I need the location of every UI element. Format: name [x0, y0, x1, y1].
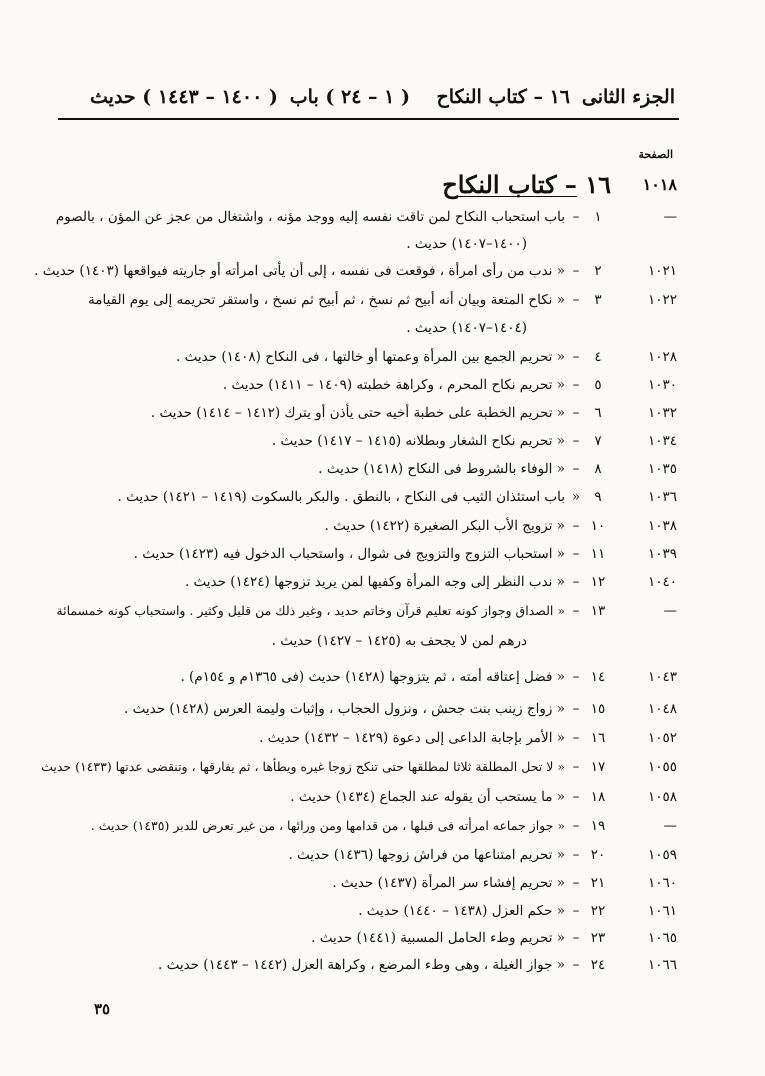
entry-page: ١٠٢٨: [647, 349, 677, 365]
entry-page: ١٠٣٩: [647, 546, 677, 562]
entry-title: (١٤٠٤–١٤٠٧) حديث .: [406, 320, 527, 336]
entry-number: ١٣: [590, 603, 606, 619]
entry-separator: –: [572, 518, 580, 534]
entry-separator: –: [572, 930, 580, 946]
entry-title: « تحريم امتناعها من فراش زوجها (١٤٣٦) حديث .: [288, 847, 565, 863]
list-item: [56, 665, 677, 689]
entry-separator: –: [572, 349, 580, 365]
entry-number: ٥: [594, 377, 602, 393]
entry-separator: –: [572, 433, 580, 449]
list-item-continuation: [56, 232, 677, 256]
entry-page: ١٠٢١: [647, 263, 677, 279]
entry-number: ٩: [594, 489, 602, 505]
entry-separator: –: [572, 903, 580, 919]
list-item-continuation: [56, 316, 677, 340]
book-title-page: ١٠١٨: [642, 174, 677, 194]
entry-number: ٢٤: [590, 957, 606, 973]
entry-title: « حكم العزل (١٤٣٨ – ١٤٤٠) حديث .: [358, 903, 565, 919]
list-item: [56, 570, 677, 594]
entry-page: ١٠٢٢: [647, 292, 677, 308]
list-item: [56, 726, 677, 750]
list-item: [56, 785, 677, 809]
entry-separator: –: [572, 789, 580, 805]
entry-title: « زواج زينب بنت جحش ، ونزول الحجاب ، وإثبات وليمة العرس (١٤٢٨) حديث .: [124, 701, 565, 717]
entry-number: ١٨: [590, 789, 606, 805]
entry-separator: –: [572, 405, 580, 421]
entry-number: ١٩: [590, 818, 606, 834]
entry-page: ١٠٤٣: [647, 669, 677, 685]
list-item: [56, 953, 677, 977]
list-item: [56, 205, 677, 229]
book-title-underline: [455, 196, 577, 197]
entry-page: ١٠٣٦: [647, 489, 677, 505]
entry-title: « استحباب التزوج والتزويج فى شوال ، واستحباب الدخول فيه (١٤٢٣) حديث .: [133, 546, 565, 562]
entry-number: ٢٣: [590, 930, 606, 946]
entry-separator: –: [572, 292, 580, 308]
entry-number: ١٤: [590, 669, 606, 685]
list-item: [56, 514, 677, 538]
entry-title: « جواز الغيلة ، وهى وطء المرضع ، وكراهة العزل (١٤٤٢ – ١٤٤٣) حديث .: [157, 957, 565, 973]
entry-number: ٨: [594, 461, 602, 477]
list-item-continuation: [56, 629, 677, 653]
entry-separator: –: [572, 546, 580, 562]
entry-title: « تحريم نكاح الشغار وبطلانه (١٤١٥ – ١٤١٧) حديث .: [271, 433, 565, 449]
entry-number: ٤: [594, 349, 602, 365]
list-item: [56, 599, 677, 623]
entry-separator: –: [572, 701, 580, 717]
entry-separator: –: [572, 603, 580, 619]
entry-separator: –: [572, 818, 580, 834]
entry-number: ١٠: [590, 518, 606, 534]
entry-title: درهم لمن لا يجحف به (١٤٢٥ – ١٤٢٧) حديث .: [271, 633, 527, 649]
entry-page: —: [663, 818, 677, 834]
entry-page: ١٠٦٦: [647, 957, 677, 973]
list-item: [56, 401, 677, 425]
entry-title: باب استئذان الثيب فى النكاح ، بالنطق . والبكر بالسكوت (١٤١٩ – ١٤٢١) حديث .: [117, 489, 565, 505]
entry-title: « تحريم الجمع بين المرأة وعمتها أو خالتها ، فى النكاح (١٤٠٨) حديث .: [176, 349, 565, 365]
entry-number: ٧: [594, 433, 602, 449]
entry-title: « فضل إعتاقه أمته ، ثم يتزوجها (١٤٢٨) حديث (فى ١٣٦٥م و ١٥٤م) .: [180, 669, 565, 685]
entry-number: ١٦: [590, 730, 606, 746]
entry-title: « ندب النظر إلى وجه المرأة وكفيها لمن يريد تزوجها (١٤٢٤) حديث .: [184, 574, 565, 590]
header-part: الجزء الثانى: [581, 86, 675, 108]
entry-title: « جواز جماعه امرأته فى قبلها ، من قدامها ومن ورائها ، من غير تعرض للدبر (١٤٣٥) حديث .: [90, 818, 565, 833]
entry-separator: –: [572, 730, 580, 746]
entry-separator: –: [572, 759, 580, 775]
entry-title: « الأمر بإجابة الداعى إلى دعوة (١٤٢٩ – ١٤٣٢) حديث .: [259, 730, 565, 746]
list-item: [34, 259, 677, 283]
entry-title: (١٤٠٠–١٤٠٧) حديث .: [406, 236, 527, 252]
list-item: [56, 814, 677, 838]
entry-separator: –: [572, 377, 580, 393]
entry-page: ١٠٦٠: [647, 875, 677, 891]
entry-separator: –: [572, 263, 580, 279]
list-item: [56, 697, 677, 721]
entry-separator: –: [572, 574, 580, 590]
entry-number: ١٢: [590, 574, 606, 590]
book-title: ١٦ – كتاب النكاح: [442, 169, 611, 199]
list-item: [56, 542, 677, 566]
entry-title: « تحريم الخطبة على خطبة أخيه حتى يأذن أو يترك (١٤١٢ – ١٤١٤) حديث .: [150, 405, 565, 421]
entry-title: باب استحباب النكاح لمن تاقت نفسه إليه ووجد مؤنه ، واشتغال من عجز عن المؤن ، بالصوم: [55, 209, 565, 225]
entry-title: « تحريم نكاح المحرم ، وكراهة خطبته (١٤٠٩ – ١٤١١) حديث .: [222, 377, 565, 393]
list-item: [56, 843, 677, 867]
list-item: [41, 755, 677, 779]
entry-page: ١٠٥٥: [647, 759, 677, 775]
entry-separator: –: [572, 669, 580, 685]
header-hadith-range: ( ١٤٠٠ – ١٤٤٣ ) حديث: [90, 86, 278, 108]
list-item: [56, 288, 677, 312]
entry-number: ١١: [590, 546, 606, 562]
entry-number: ٢: [594, 263, 602, 279]
entry-page: ١٠٤٨: [647, 701, 677, 717]
entry-number: ٣: [594, 292, 602, 308]
entry-title: « الصداق وجواز كونه تعليم قرآن وخاتم حديد ، وغير ذلك من قليل وكثير . واستحباب كونه خمسمائة: [56, 603, 565, 618]
entry-title: « لا تحل المطلقة ثلاثا لمطلقها حتى تنكح زوجا غيره ويطأها ، ثم يفارقها ، وتنقضى عدتها (١٤٣٣) حديث: [41, 759, 565, 774]
entry-page: ١٠٥٨: [647, 789, 677, 805]
header-book: ١٦ – كتاب النكاح: [436, 86, 571, 108]
entry-number: ٢٠: [590, 847, 606, 863]
header-book-ref: [290, 86, 570, 108]
entry-page: ١٠٣٥: [647, 461, 677, 477]
list-item: [56, 926, 677, 950]
entry-separator: –: [572, 461, 580, 477]
page-column-label: الصفحة: [638, 148, 673, 161]
entry-page: ١٠٦١: [647, 903, 677, 919]
entry-page: ١٠٣٨: [647, 518, 677, 534]
list-item: [56, 429, 677, 453]
entry-number: ١: [594, 209, 602, 225]
entry-number: ١٥: [590, 701, 606, 717]
entry-page: ١٠٦٥: [647, 930, 677, 946]
entry-title: « الوفاء بالشروط فى النكاح (١٤١٨) حديث .: [318, 461, 565, 477]
list-item: [56, 485, 677, 509]
entry-page: ١٠٣٤: [647, 433, 677, 449]
running-header: [90, 80, 675, 114]
entry-separator: –: [572, 875, 580, 891]
entry-number: ٦: [594, 405, 602, 421]
header-rule: [58, 118, 679, 120]
entry-title: « تحريم وطء الحامل المسبية (١٤٤١) حديث .: [311, 930, 565, 946]
entry-page: —: [663, 603, 677, 619]
entry-title: « تزويج الأب البكر الصغيرة (١٤٢٢) حديث .: [324, 518, 565, 534]
entry-title: « تحريم إفشاء سر المرأة (١٤٣٧) حديث .: [332, 875, 565, 891]
entry-page: ١٠٥٩: [647, 847, 677, 863]
entry-separator: –: [572, 957, 580, 973]
list-item: [56, 373, 677, 397]
page-number: ٣٥: [94, 1000, 111, 1018]
entry-title: « نكاح المتعة وبيان أنه أبيح ثم نسخ ، ثم أبيح ثم نسخ ، واستقر تحريمه إلى يوم القيامة: [88, 292, 565, 308]
list-item: [56, 899, 677, 923]
entry-number: ٢١: [590, 875, 606, 891]
entry-title: « ندب من رأى امرأة ، فوقعت فى نفسه ، إلى أن يأتى امرأته أو جاريته فيواقعها (١٤٠٣) حديث .: [34, 263, 565, 279]
entry-separator: –: [572, 847, 580, 863]
entry-page: ١٠٤٠: [647, 574, 677, 590]
list-item: [56, 871, 677, 895]
list-item: [56, 345, 677, 369]
entry-page: —: [663, 209, 677, 225]
header-chapters: ( ١ – ٢٤ ) باب: [289, 86, 410, 108]
entry-title: « ما يستحب أن يقوله عند الجماع (١٤٣٤) حديث .: [290, 789, 565, 805]
entry-page: ١٠٥٢: [647, 730, 677, 746]
list-item: [56, 457, 677, 481]
entry-number: ٢٢: [590, 903, 606, 919]
entry-separator: –: [572, 209, 580, 225]
entry-number: ١٧: [590, 759, 606, 775]
entry-page: ١٠٣٠: [647, 377, 677, 393]
entry-separator: «: [571, 489, 581, 505]
entry-page: ١٠٣٢: [647, 405, 677, 421]
